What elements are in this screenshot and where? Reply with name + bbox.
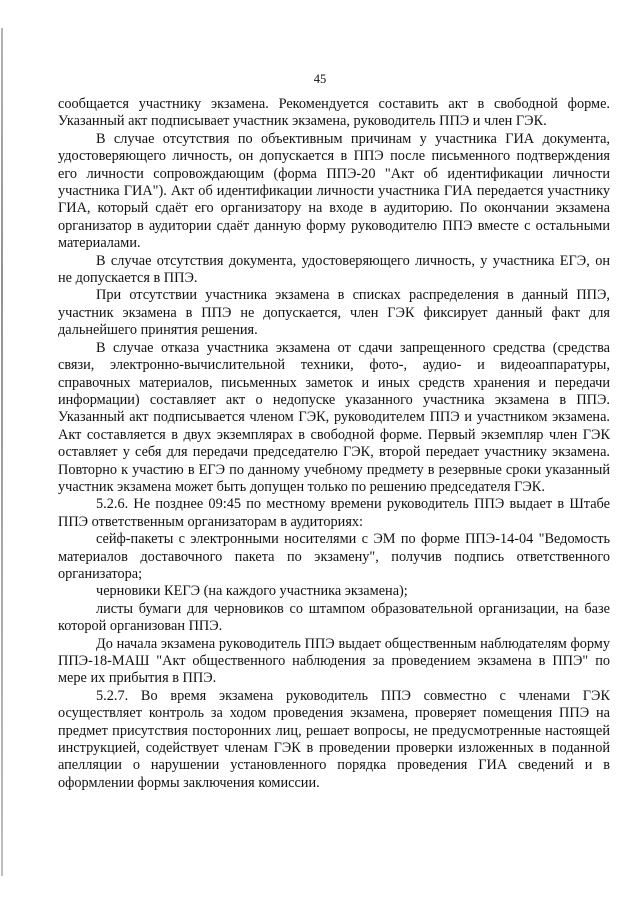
paragraph-missing-document-gia: В случае отсутствия по объективным причинам у участника ГИА документа, удостоверяющего личность, он допускается в ППЭ после письменного подтверждения его личности сопровождающим (форма ППЭ-20 "Акт об идентификации личности участника ГИА"). Акт об идентификации личности участника ГИА передается участнику ГИА, который сдаёт его организатору на входе в аудиторию. По окончании экзамена организатор в аудитории сдаёт данную форму руководителю ППЭ вместе с остальными материалами. (58, 130, 610, 252)
paragraph-5-2-7: 5.2.7. Во время экзамена руководитель ППЭ совместно с членами ГЭК осуществляет контроль за ходом проведения экзамена, проверяет помещения ППЭ на предмет присутствия посторонних лиц, решает вопросы, не предусмотренные настоящей инструкцией, содействует членам ГЭК в проведении проверки изложенных в поданной апелляции о нарушении установленного порядка проведения ГИА сведений и в оформлении формы заключения комиссии. (58, 687, 610, 791)
paragraph-refusal-prohibited-items: В случае отказа участника экзамена от сдачи запрещенного средства (средства связи, электронно-вычислительной техники, фото-, аудио- и видеоаппаратуры, справочных материалов, письменных заметок и иных средств хранения и передачи информации) составляет акт о недопуске указанного участника экзамена в ППЭ. Указанный акт подписывается членом ГЭК, руководителем ППЭ и участником экзамена. Акт составляется в двух экземплярах в свободной форме. Первый экземпляр член ГЭК оставляет у себя для передачи председателю ГЭК, второй передает участнику экзамена. Повторно к участию в ЕГЭ по данному учебному предмету в резервные сроки указанный участник экзамена может быть допущен только по решению председателя ГЭК. (58, 339, 610, 495)
paragraph-safe-packets: сейф-пакеты с электронными носителями с ЭМ по форме ППЭ-14-04 "Ведомость материалов доставочного пакета по экзамену", получив подпись ответственного организатора; (58, 531, 610, 582)
paragraph-draft-sheets: листы бумаги для черновиков со штампом образовательной организации, на базе которой организован ППЭ. (58, 600, 610, 635)
paragraph-drafts-kege: черновики КЕГЭ (на каждого участника экзамена); (96, 583, 408, 600)
paragraph-missing-document-ege: В случае отсутствия документа, удостоверяющего личность, у участника ЕГЭ, он не допускается в ППЭ. (58, 252, 610, 287)
document-body (58, 96, 610, 792)
paragraph-5-2-6: 5.2.6. Не позднее 09:45 по местному времени руководитель ППЭ выдает в Штабе ППЭ ответственным организаторам в аудиториях: (58, 496, 610, 530)
paragraph-public-observers: До начала экзамена руководитель ППЭ выдает общественным наблюдателям форму ППЭ-18-МАШ "Акт общественного наблюдения за проведением экзамена в ППЭ" по мере их прибытия в ППЭ. (58, 635, 610, 687)
paragraph-not-in-lists: При отсутствии участника экзамена в списках распределения в данный ППЭ, участник экзамена в ППЭ не допускается, член ГЭК фиксирует данный факт для дальнейшего принятия решения. (58, 287, 610, 339)
paragraph-act-continuation: сообщается участнику экзамена. Рекомендуется составить акт в свободной форме. Указанный акт подписывает участник экзамена, руководитель ППЭ и член ГЭК. (58, 96, 610, 130)
page-number: 45 (313, 72, 327, 86)
scan-edge-shadow (1, 28, 3, 876)
